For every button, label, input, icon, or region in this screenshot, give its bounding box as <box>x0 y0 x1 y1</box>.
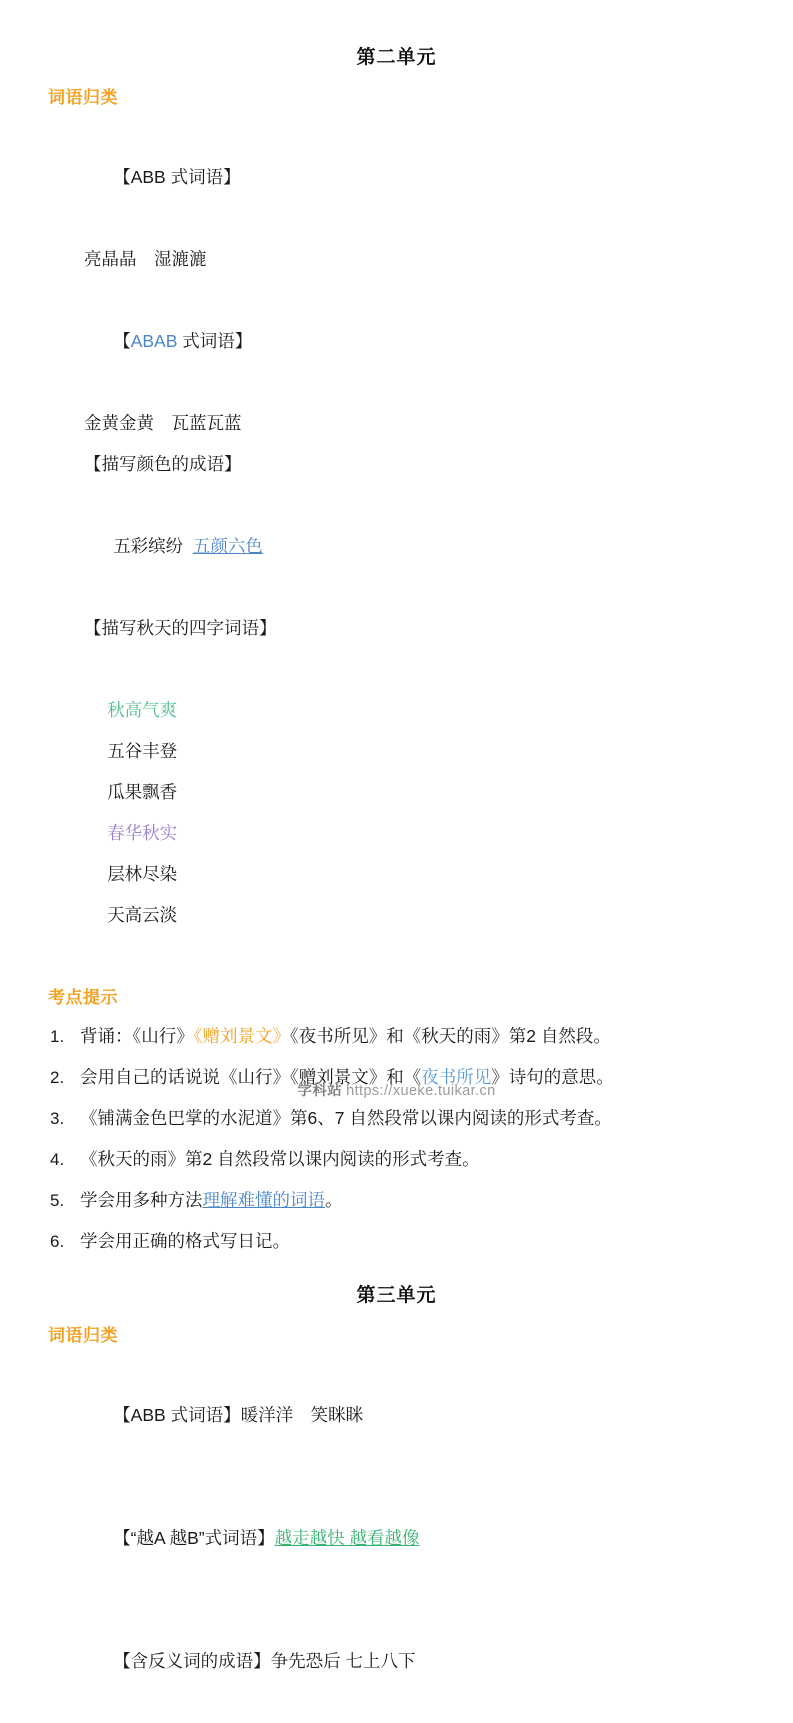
point-1-part-3: 《夜书所见》和《秋天的雨》第2 自然段。 <box>290 1026 611 1046</box>
exam-point-5 <box>46 1180 747 1221</box>
unit3-line-antonym <box>46 1600 747 1723</box>
unit-3-section <box>46 1280 747 1723</box>
unit-2-vocab-heading: 词语归类 <box>48 88 118 107</box>
unit3-line-antonym-text: 【含反义词的成语】争先恐后 七上八下 <box>113 1651 416 1671</box>
exam-point-1 <box>46 1016 747 1057</box>
point-5-part-3: 。 <box>325 1190 343 1210</box>
autumn-word-5: 层林尽染 <box>107 864 178 884</box>
vocab-label-color-idioms: 【描写颜色的成语】 <box>84 454 242 474</box>
vocab-content-color-idioms <box>46 485 747 608</box>
exam-point-6 <box>46 1221 747 1262</box>
autumn-word-1: 秋高气爽 <box>107 700 178 720</box>
vocab-label-abb <box>46 116 747 239</box>
unit-3-title: 第三单元 <box>356 1285 437 1306</box>
vocab-content-abab: 金黄金黄 瓦蓝瓦蓝 <box>84 413 242 433</box>
footer-brand: 学科站 <box>297 1083 343 1099</box>
unit-3-vocab-heading: 词语归类 <box>48 1326 118 1345</box>
exam-points-list <box>46 1016 747 1262</box>
exam-point-3 <box>46 1098 747 1139</box>
point-2-part-2: 夜书所见 <box>421 1067 492 1087</box>
point-5-part-1: 学会用多种方法 <box>80 1190 203 1210</box>
vocab-label-autumn-words: 【描写秋天的四字词语】 <box>84 618 277 638</box>
unit-2-exam-heading: 考点提示 <box>48 988 118 1007</box>
point-4-part-1: 《秋天的雨》第2 自然段常以课内阅读的形式考查。 <box>80 1149 480 1169</box>
bracket-open: 【 <box>113 167 131 187</box>
autumn-word-3: 瓜果飘香 <box>107 782 178 802</box>
label-suffix-abab: 式词语】 <box>177 331 253 351</box>
label-suffix-abb: 式词语】 <box>165 167 241 187</box>
unit3-line-yue-label: 【“越A 越B”式词语】 <box>113 1528 275 1548</box>
point-6-part-1: 学会用正确的格式写日记。 <box>80 1231 290 1251</box>
point-2-part-3: 》诗句的意思。 <box>491 1067 614 1087</box>
unit3-line-abb-text: 【ABB 式词语】暖洋洋 笑眯眯 <box>113 1405 364 1425</box>
vocab-content-autumn-words <box>46 649 747 977</box>
footer-url: https://xueke.tuikar.cn <box>346 1083 496 1099</box>
footer-watermark <box>0 1079 793 1100</box>
exam-point-4 <box>46 1139 747 1180</box>
unit3-line-abb <box>46 1354 747 1477</box>
color-idiom-2: 五颜六色 <box>192 536 263 556</box>
color-idiom-1: 五彩缤纷 <box>113 536 184 556</box>
point-3-part-1: 《铺满金色巴掌的水泥道》第6、7 自然段常以课内阅读的形式考查。 <box>80 1108 612 1128</box>
point-1-part-1: 背诵：《山行》 <box>80 1026 194 1046</box>
autumn-word-2: 五谷丰登 <box>107 741 178 761</box>
unit3-line-yue <box>46 1477 747 1600</box>
label-core-abab: ABAB <box>130 331 178 351</box>
autumn-word-6: 天高云淡 <box>107 905 178 925</box>
vocab-label-abab <box>46 280 747 403</box>
point-2-part-1: 会用自己的话说说《山行》《赠刘景文》和《 <box>80 1067 422 1087</box>
point-1-part-2: 《赠刘景文》 <box>193 1026 290 1046</box>
point-5-part-2: 理解难懂的词语 <box>202 1190 325 1210</box>
bracket-open: 【 <box>113 331 131 351</box>
unit-2-title: 第二单元 <box>356 47 437 68</box>
label-core-abb: ABB <box>130 167 166 187</box>
unit3-line-yue-words: 越走越快 越看越像 <box>274 1528 420 1548</box>
autumn-word-4: 春华秋实 <box>107 823 178 843</box>
vocab-content-abb: 亮晶晶 湿漉漉 <box>84 249 207 269</box>
